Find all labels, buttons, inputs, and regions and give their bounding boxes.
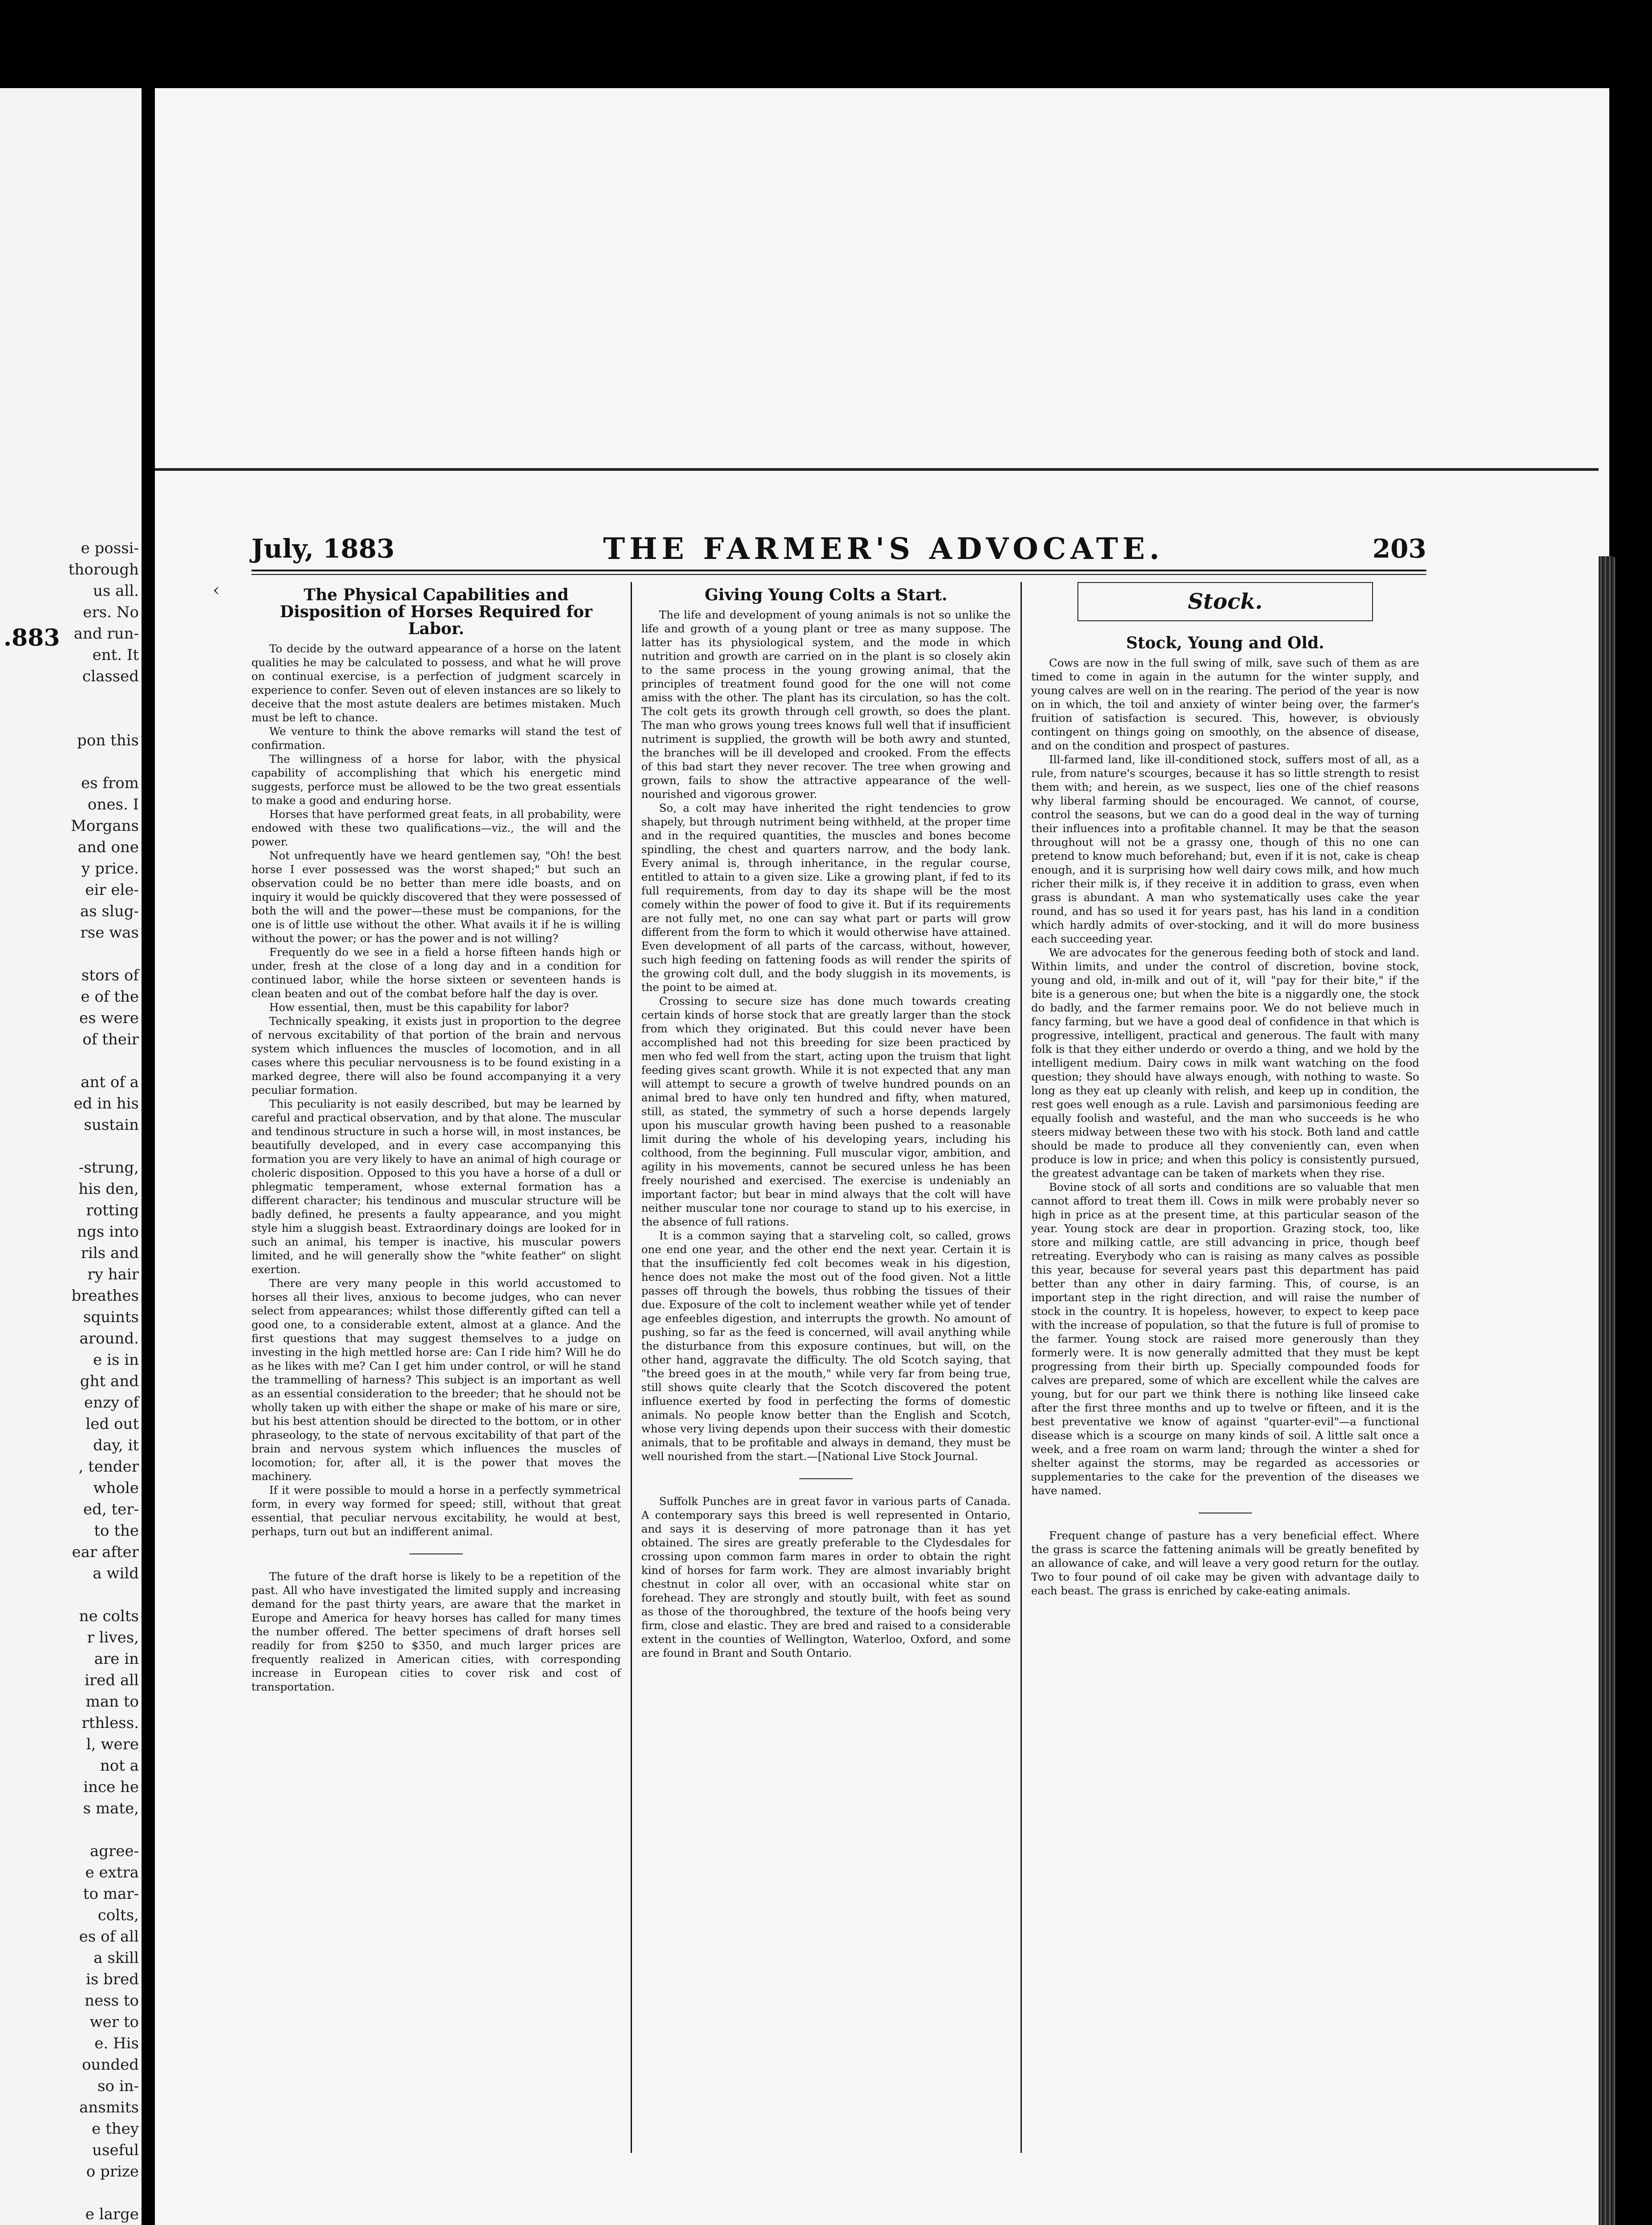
paragraph: Frequent change of pasture has a very beneficial effect. Where the grass is scarce the fattening animals will be greatly benefited by an allowance of cake, and will leave a very good return for the outlay. Two to four pound of oil cake may be given with advantage daily to each beast. The grass is enriched by cake-eating animals.: [1031, 1529, 1419, 1597]
article-body-horses: [251, 642, 621, 1538]
article-body-draft-horse: [251, 1570, 621, 1694]
column-divider: [1020, 582, 1022, 2153]
column-horses: [251, 587, 621, 1694]
header-rule: [251, 570, 1426, 571]
column-colts: [641, 587, 1011, 1660]
binding-spine: [1599, 556, 1616, 2225]
article-separator: [409, 1553, 463, 1554]
paragraph: How essential, then, must be this capability for labor?: [269, 1001, 569, 1014]
issue-date: July, 1883: [251, 534, 395, 564]
paragraph: Horses that have performed great feats, in all probability, were endowed with these two qualifications—viz., the will and the power.: [251, 808, 621, 848]
column-divider: [631, 582, 632, 2153]
paragraph: It is a common saying that a starveling colt, so called, grows one end one year, and the other end the next year. Certain it is that the insufficiently fed colt becomes weak in his digestion, hence does not make the most out of the food given. Not a little passes off through the bowels, thus robbing the tissues of their due. Exposure of the colt to inclement weather while yet of tender age enfeebles digestion, and interrupts the growth. No amount of pushing, so far as the feed is concerned, will avail anything while the disturbance from this exposure continues, but will, on the other hand, aggravate the difficulty. The old Scotch saying, that "the breed goes in at the mouth," while very far from being true, still shows quite clearly that the Scotch discovered the potent influence exerted by food in perfecting the forms of domestic animals. No people know better than the English and Scotch, whose very living depends upon their success with their domestic animals, that to be profitable and always in demand, they must be well nourished from the start.—[National Live Stock Journal.: [641, 1229, 1011, 1463]
left-page-text-fragments: e possi- thorough us all. ers. No and run- ent. It classed pon this es from ones. I Morgans and one y price. eir ele- as slug- rse was stors of e of the es were of their ant of a ed in his sustain -strung, his den, rotting ngs into rils and ry hair breathes squints around. e is in ght and enzy of led out day, it , tender whole ed, ter- to the ear after a wild ne colts r lives, are in ired all man to rthless. l, were not a ince he s mate, agree- e extra to mar- colts, es of all a skill is bred ness to wer to e. His ounded so in- ansmits e they useful o prize e large: [68, 539, 139, 2223]
page-number: 203: [1372, 534, 1426, 564]
column-stock: [1031, 582, 1419, 1598]
paragraph: There are very many people in this world accustomed to horses all their lives, anxious to become judges, who can never select from appearances; whilst those differently gifted can tell a good one, to a considerable extent, almost at a glance. And the first questions that may suggest themselves to a judge on investing in the high mettled horse are: Can I ride him? Will he do as he likes with me? Can I get him under control, or will he stand the trammelling of harness? This subject is an important as well as an essential consideration to the breeder; that he should not be wholly taken up with either the shape or make of his mare or sire, but his best attention should be directed to the bottom, or in other phraseology, to the state of nervous excitability of that part of the brain and nervous system which influences the muscles of locomotion; for, after all, it is the power that moves the machinery.: [251, 1277, 621, 1483]
left-page-number: .883: [4, 624, 60, 651]
paragraph: Not unfrequently have we heard gentlemen say, "Oh! the best horse I ever possessed was the worst shaped;" but such an observation could be no better than mere idle boasts, and on inquiry it would be quickly discovered that they were possessed of both the will and the power—these must be companions, for the one is of little use without the other. What avails it if he is willing without the power; or has the power and is not willing?: [251, 849, 621, 945]
article-title-colts: Giving Young Colts a Start.: [705, 586, 947, 604]
paragraph: Technically speaking, it exists just in proportion to the degree of nervous excitability of that portion of the brain and nervous system which influences the muscles of locomotion, and in all cases where this peculiar nervousness is to be found existing in a marked degree, there will also be found accompanying it a very peculiar formation.: [251, 1015, 621, 1096]
article-body-colts: [641, 608, 1011, 1463]
article-body-suffolk: [641, 1494, 1011, 1660]
paragraph: This peculiarity is not easily described, but may be learned by careful and practical observation, and by that alone. The muscular and tendinous structure in such a horse will, in most instances, be beautifully developed, and in every case accompanying this formation you are very likely to have an animal of high courage or choleric disposition. Opposed to this you have a horse of a dull or phlegmatic temperament, whose external formation has a different character; his tendinous and muscular structure will be badly defined, he presents a faulty appearance, and you might style him a sluggish beast. Extraordinary doings are looked for in such an animal, his temper is inactive, his muscular powers limited, and he will generally show the "white feather" on slight exertion.: [251, 1097, 621, 1276]
paragraph: Cows are now in the full swing of milk, save such of them as are timed to come in again in the autumn for the winter supply, and young calves are well on in the rearing. The period of the year is now on in which, the toil and anxiety of winter being over, the farmer's fruition of satisfaction is secured. This, however, is obviously contingent on things going on smoothly, on the absence of disease, and on the condition and prospect of pastures.: [1031, 656, 1419, 752]
paragraph: The life and development of young animals is not so unlike the life and growth of a young plant or tree as many suppose. The latter has its physiological system, and the mode in which nutrition and growth are carried on in the plant is so closely akin to the same process in the young growing animal, that the principles of treatment found good for the one will not come amiss with the other. The plant has its circulation, so has the colt. The colt gets its growth through cell growth, so does the plant. The man who grows young trees knows full well that if insufficient nutriment is supplied, the growth will be both awry and stunted, the branches will be ill developed and crooked. From the effects of this bad start they never recover. The tree when growing and grown, fails to show the attractive appearance of the well-nourished and vigorous grower.: [641, 608, 1011, 801]
paragraph: We are advocates for the generous feeding both of stock and land. Within limits, and under the control of discretion, bovine stock, young and old, in-milk and out of it, will "pay for their bite," if the bite is a generous one; but when the bite is a niggardly one, the stock do badly, and the farmer remains poor. We do not believe much in fancy farming, but we have a good deal of confidence in that which is progressive, intelligent, practical and generous. The fault with many folk is that they either underdo or overdo a thing, and we hold by the intelligent medium. Dairy cows in milk want watching on the food question; they should have always enough, with nothing to waste. So long as they eat up cleanly with relish, and keep up in condition, the rest goes well enough as a rule. Lavish and parsimonious feeding are equally foolish and wasteful, and the man who succeeds is he who steers midway between these two with his stock. Both land and cattle should be made to produce all they conveniently can, even when produce is low in price; and when this policy is consistently pursued, the greatest advantage can be taken of markets when they rise.: [1031, 946, 1419, 1180]
paragraph: The future of the draft horse is likely to be a repetition of the past. All who have investigated the limited supply and increasing demand for the past thirty years, are aware that the market in Europe and America for heavy horses has called for many times the number offered. The better specimens of draft horses sell readily for from $250 to $350, and much larger prices are frequently realized in American cities, with corresponding increase in European cities to cover risk and cost of transportation.: [251, 1570, 621, 1693]
paragraph: Bovine stock of all sorts and conditions are so valuable that men cannot afford to treat them ill. Cows in milk were probably never so high in price as at the present time, at this particular season of the year. Young stock are dear in proportion. Grazing stock, too, like store and milking cattle, are still advancing in price, though beef retreating. Everybody who can is raising as many calves as possible this year, because for several years past this department has paid better than any other in dairy farming. This, of course, is an important step in the right direction, and will raise the number of stock in the country. It is hopeless, however, to expect to keep pace with the increase of population, so that the future is full of promise to the farmer. Young stock are raised more generously than they formerly were. It is now generally admitted that they must be kept progressing from their birth up. Specially compounded foods for calves are prepared, some of which are excellent while the calves are young, but for our part we think there is nothing like linseed cake after the first three months and up to twelve or fifteen, and it is the best preventative we know of against "quarter-evil"—a functional disease which is a scourge on many kinds of soil. A little salt once a week, and a free roam on warm land; through the winter a shed for shelter against the storms, may be regarded as accessories or supplementaries to the cake for the prevention of the diseases we have named.: [1031, 1181, 1419, 1497]
paragraph: We venture to think the above remarks will stand the test of confirmation.: [251, 725, 621, 752]
page-content: [251, 533, 1426, 2162]
section-heading-stock: Stock.: [1077, 582, 1373, 621]
article-title-horses: The Physical Capabilities and Disposition of Horses Required for Labor.: [279, 586, 593, 638]
left-page-fragment: [0, 88, 142, 2225]
paragraph: So, a colt may have inherited the right tendencies to grow shapely, but through nutriment being withheld, at the proper time and in the required quantities, the muscles and bones become spindling, the chest and quarters narrow, and the body lank. Every animal is, through inheritance, in the regular course, entitled to attain to a given size. Like a growing plant, if fed to its full requirements, from day to day its shape will be the most comely within the power of food to give it. But if its requirements are not fully met, no one can say what part or parts will grow different from the form to which it would otherwise have attained. Even development of all parts of the carcass, without, however, such high feeding on fattening foods as will render the spirits of the growing colt dull, and the body sluggish in its movements, is the point to be aimed at.: [641, 801, 1011, 994]
article-body-stock: [1031, 656, 1419, 1497]
paragraph: To decide by the outward appearance of a horse on the latent qualities he may be calculated to possess, and what he will prove on continual exercise, is a perfection of judgment scarcely in experience to confer. Seven out of eleven instances are so likely to deceive that the most astute dealers are betimes mistaken. Much must be left to chance.: [251, 642, 621, 724]
paragraph: Suffolk Punches are in great favor in various parts of Canada. A contemporary says this breed is well represented in Ontario, and says it is deserving of more patronage than it has yet obtained. The sires are greatly preferable to the Clydesdales for crossing upon common farm mares in order to obtain the right kind of horses for farm work. They are almost invariably bright chestnut in color all over, with an occasional white star on forehead. They are strongly and stoutly built, with feet as sound as those of the thoroughbred, the texture of the hoofs being very firm, close and elastic. They are bred and raised to a considerable extent in the counties of Wellington, Waterloo, Oxford, and some are found in Brant and South Ontario.: [641, 1495, 1011, 1659]
paragraph: Crossing to secure size has done much towards creating certain kinds of horse stock that are greatly larger than the stock from which they originated. But this could never have been accomplished had not this breeding for size been practiced by men who fed well from the start, acting upon the truism that light feeding gives scant growth. While it is not expected that any man will attempt to secure a growth of twelve hundred pounds on an animal bred to have only ten hundred and fifty, when matured, still, as stated, the symmetry of such a horse depends largely upon his muscular growth having been pushed to a reasonable limit during the whole of his developing years, including his colthood, from the beginning. Full muscular vigor, ambition, and agility in his movements, cannot be secured unless he has been freely nourished and exercised. The exercise is undeniably an important factor; but bear in mind always that the colt will have neither muscular tone nor courage to stand up to his exercise, in the absence of full rations.: [641, 995, 1011, 1228]
paragraph: The willingness of a horse for labor, with the physical capability of accomplishing that which his energetic mind suggests, perforce must be allowed to be the two great essentials to make a good and enduring horse.: [251, 752, 621, 807]
article-separator: [799, 1478, 853, 1479]
article-body-pasture: [1031, 1529, 1419, 1598]
paragraph: If it were possible to mould a horse in a perfectly symmetrical form, in every way formed for speed; still, without that great essential, that peculiar nervous excitability, he would at best, perhaps, turn out but an indifferent animal.: [251, 1484, 621, 1538]
paragraph: Frequently do we see in a field a horse fifteen hands high or under, fresh at the close of a long day and in a condition for continued labor, while the horse sixteen or seventeen hands is clean beaten and out of the combat before half the day is over.: [251, 946, 621, 1000]
margin-mark: ‹: [213, 580, 220, 600]
article-title-stock: Stock, Young and Old.: [1126, 634, 1324, 652]
paragraph: Ill-farmed land, like ill-conditioned stock, suffers most of all, as a rule, from nature's scourges, because it has so little strength to resist them with; and herein, as we suspect, lies one of the chief reasons why liberal farming should be encouraged. We cannot, of course, control the seasons, but we can do a good deal in the way of turning their influences into a profitable channel. It may be that the season throughout will not be a grassy one, though of this no one can pretend to know much beforehand; but, even if it is not, cake is cheap enough, and it is surprising how well dairy cows milk, and how much richer their milk is, if they receive it in addition to grass, even when grass is abundant. A man who systematically uses cake the year round, and has so used it for years past, has his land in a condition which hardly admits of over-stocking, and it will do more business each succeeding year.: [1031, 753, 1419, 945]
masthead: [251, 533, 1426, 564]
newspaper-title: THE FARMER'S ADVOCATE.: [603, 531, 1164, 566]
binding-top-line: [155, 468, 1599, 471]
header-rule-thin: [251, 574, 1426, 575]
